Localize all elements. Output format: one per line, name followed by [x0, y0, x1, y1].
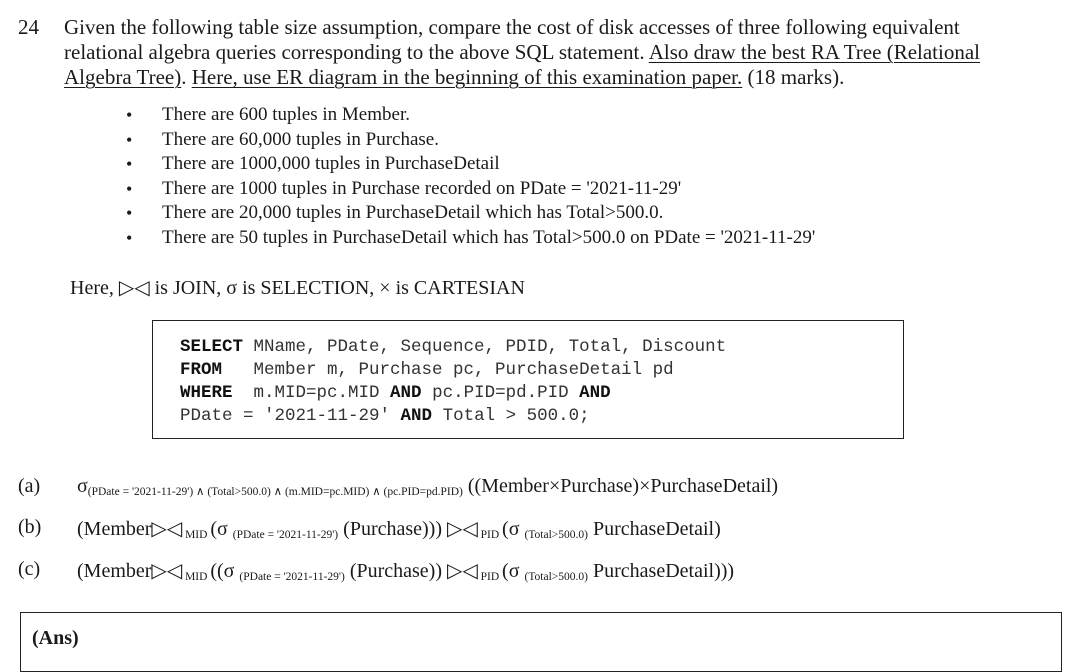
question-line-3 [64, 65, 844, 90]
list-item [120, 128, 815, 153]
ra-tree-instruction: Also draw the best RA Tree (Relational [648, 40, 980, 64]
sql-keyword: WHERE [180, 383, 233, 403]
bullet-icon: • [126, 178, 133, 199]
list-item [120, 177, 815, 202]
er-diagram-instruction: Here, use ER diagram in the beginning of this examination paper. [191, 65, 743, 89]
option-c-expression [77, 558, 734, 583]
expr-part: (σ [502, 560, 525, 582]
assumption-text: There are 600 tuples in Member. [162, 104, 410, 125]
bullet-icon: • [126, 203, 133, 223]
answer-box[interactable] [20, 612, 1062, 672]
selection-condition: (Total>500.0) [524, 571, 588, 583]
expr-part: (Purchase))) ▷◁ [338, 518, 478, 540]
sql-keyword: AND [579, 383, 611, 403]
sql-text: MName, PDate, Sequence, PDID, Total, Discount [243, 337, 727, 357]
sql-text: Total > 500.0; [432, 406, 590, 426]
separator: . [181, 65, 192, 89]
join-attribute: MID [182, 571, 211, 583]
question-line-2 [64, 40, 980, 65]
list-item [120, 152, 815, 177]
option-a-label: (a) [18, 475, 41, 497]
sql-line-condition [180, 406, 590, 426]
assumption-text: There are 1000 tuples in Purchase recorded on PDate = '2021-11-29' [162, 177, 682, 199]
sql-keyword: AND [390, 383, 422, 403]
answer-label: (Ans) [32, 627, 79, 649]
question-text: relational algebra queries corresponding to the above SQL statement. [64, 40, 649, 64]
bullet-icon: • [126, 105, 133, 125]
list-item [120, 201, 815, 226]
join-attribute: MID [182, 529, 211, 541]
bullet-icon: • [126, 154, 133, 174]
expr-part: (Purchase)) ▷◁ [344, 560, 478, 582]
assumption-text: There are 1000,000 tuples in PurchaseDetail [162, 153, 500, 174]
sql-keyword: SELECT [180, 337, 244, 357]
marks: (18 marks). [742, 65, 845, 89]
expr-part: (σ [502, 518, 525, 540]
assumption-text: There are 20,000 tuples in PurchaseDetail which has Total>500.0. [162, 202, 664, 223]
assumption-list [120, 103, 815, 250]
assumption-text: There are 50 tuples in PurchaseDetail which has Total>500.0 on PDate = '2021-11-29' [162, 226, 816, 248]
selection-condition: (Total>500.0) [524, 529, 588, 541]
expr-part: (Member▷◁ [77, 518, 183, 540]
sql-line-from [180, 360, 674, 380]
list-item [120, 226, 815, 251]
option-a-expression [77, 475, 778, 498]
operator-legend: Here, ▷◁ is JOIN, σ is SELECTION, × is CARTESIAN [70, 277, 525, 299]
option-b-label: (b) [18, 516, 42, 538]
join-attribute: PID [477, 529, 503, 541]
sql-line-select [180, 337, 726, 357]
expr-part: ((σ [210, 560, 240, 582]
sql-line-where [180, 383, 611, 403]
selection-condition: (PDate = '2021-11-29') [239, 571, 345, 583]
sql-code-box [152, 320, 904, 439]
option-c-label: (c) [18, 558, 41, 580]
selection-condition: (PDate = '2021-11-29') [232, 529, 339, 541]
ra-tree-instruction-cont: Algebra Tree) [64, 65, 182, 89]
bullet-icon: • [126, 227, 133, 248]
sql-keyword: AND [400, 406, 433, 426]
relation-expression: ((Member×Purchase)×PurchaseDetail) [462, 475, 779, 497]
sql-text: PDate = '2021-11-29' [180, 406, 401, 426]
selection-condition: (PDate = '2021-11-29') ∧ (Total>500.0) ∧ (m.MID=pc.MID) ∧ (pc.PID=pd.PID) [87, 486, 463, 498]
question-line-1: Given the following table size assumption, compare the cost of disk accesses of three following equivalent [64, 15, 960, 39]
expr-part: PurchaseDetail))) [588, 560, 735, 582]
list-item [120, 103, 815, 128]
sql-keyword: FROM [180, 360, 223, 380]
assumption-text: There are 60,000 tuples in Purchase. [162, 128, 439, 150]
join-attribute: PID [477, 571, 503, 583]
option-b-expression [77, 516, 721, 541]
expr-part: (Member▷◁ [77, 560, 183, 582]
sigma-symbol: σ [77, 475, 88, 497]
expr-part: (σ [210, 518, 233, 540]
question-number: 24 [18, 15, 39, 39]
sql-text: m.MID=pc.MID [232, 383, 391, 403]
sql-text: pc.PID=pd.PID [421, 383, 580, 403]
bullet-icon: • [126, 129, 133, 150]
expr-part: PurchaseDetail) [588, 518, 721, 540]
sql-text: Member m, Purchase pc, PurchaseDetail pd [222, 360, 674, 380]
